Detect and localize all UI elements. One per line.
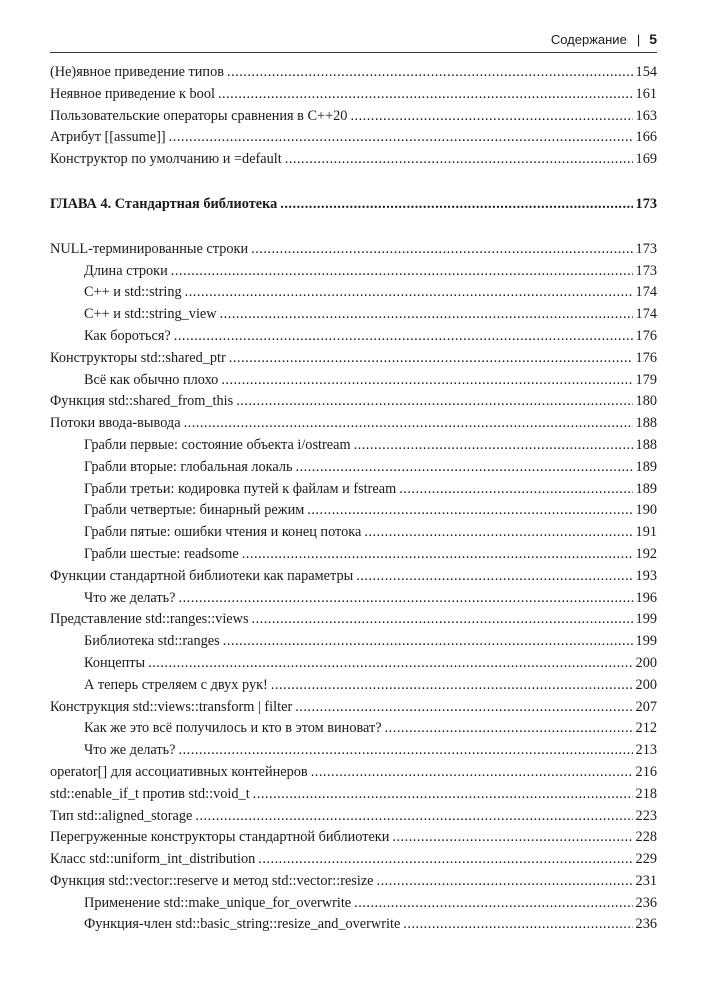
dot-leader <box>271 677 633 694</box>
toc-subentry <box>50 459 657 481</box>
dot-leader <box>296 459 633 476</box>
toc-entry-page-number: 188 <box>635 415 657 432</box>
toc-entry <box>50 851 657 873</box>
dot-leader <box>218 86 633 103</box>
toc-entry-page-number: 213 <box>635 742 657 759</box>
toc-entry-title: Представление std::ranges::views <box>50 611 249 628</box>
toc-entry <box>50 393 657 415</box>
toc-subentry <box>50 720 657 742</box>
toc-subentry <box>50 633 657 655</box>
toc-entry <box>50 86 657 108</box>
toc-entry-page-number: 188 <box>635 436 657 453</box>
dot-leader <box>392 829 632 846</box>
dot-leader <box>354 895 632 912</box>
toc-entry <box>50 786 657 808</box>
toc-entry-title: C++ и std::string <box>84 284 182 301</box>
toc-entry-page-number: 236 <box>635 894 657 911</box>
toc-entry-title: Перегруженные конструкторы стандартной библиотеки <box>50 829 390 846</box>
toc-subentry <box>50 590 657 612</box>
toc-subentry <box>50 655 657 677</box>
dot-leader <box>251 241 632 258</box>
chapter-heading <box>50 196 657 218</box>
toc-entry-title: А теперь стреляем с двух рук! <box>84 676 268 693</box>
toc-entry-title: C++ и std::string_view <box>84 306 217 323</box>
toc-entry <box>50 129 657 151</box>
toc-entry-page-number: 166 <box>635 129 657 146</box>
toc-entry-page-number: 176 <box>635 327 657 344</box>
dot-leader <box>385 720 633 737</box>
dot-leader <box>221 372 632 389</box>
dot-leader <box>179 742 633 759</box>
dot-leader <box>364 524 632 541</box>
toc-subentry <box>50 481 657 503</box>
toc-entry-page-number: 192 <box>635 545 657 562</box>
dot-leader <box>252 611 633 628</box>
header-separator: | <box>636 32 641 47</box>
toc-entry-title: Концепты <box>84 654 146 671</box>
toc-entry <box>50 808 657 830</box>
dot-leader <box>179 590 633 607</box>
toc-entry-title: Функции стандартной библиотеки как параметры <box>50 567 354 584</box>
dot-leader <box>295 699 632 716</box>
toc-entry-title: Грабли третьи: кодировка путей к файлам и fstream <box>84 480 397 497</box>
toc-entry <box>50 64 657 86</box>
toc-entry-page-number: 180 <box>635 393 657 410</box>
toc-entry-page-number: 189 <box>635 480 657 497</box>
toc-subentry <box>50 546 657 568</box>
toc-entry <box>50 764 657 786</box>
toc-entry-page-number: 228 <box>635 829 657 846</box>
dot-leader <box>185 284 633 301</box>
dot-leader <box>220 306 633 323</box>
toc-entry-page-number: 218 <box>635 785 657 802</box>
toc-entry-title: Библиотека std::ranges <box>84 633 220 650</box>
dot-leader <box>195 808 632 825</box>
toc-entry <box>50 151 657 173</box>
toc-entry-title: Как бороться? <box>84 327 171 344</box>
toc-entry-title: Грабли пятые: ошибки чтения и конец потока <box>84 524 362 541</box>
chapter-page-number: 173 <box>635 195 657 212</box>
toc-entry-page-number: 191 <box>635 524 657 541</box>
dot-leader <box>171 263 633 280</box>
toc-entry <box>50 350 657 372</box>
toc-entry-title: Класс std::uniform_int_distribution <box>50 851 256 868</box>
dot-leader <box>350 108 632 125</box>
toc-gap <box>50 218 657 241</box>
toc-entry-title: Грабли шестые: readsome <box>84 545 239 562</box>
dot-leader <box>280 196 632 213</box>
toc-gap <box>50 173 657 196</box>
dot-leader <box>174 328 633 345</box>
toc-entry-page-number: 163 <box>635 107 657 124</box>
toc-entry-page-number: 169 <box>635 151 657 168</box>
dot-leader <box>242 546 633 563</box>
toc-entry-page-number: 229 <box>635 851 657 868</box>
toc-entry <box>50 873 657 895</box>
toc-subentry <box>50 502 657 524</box>
toc-entry-title: Всё как обычно плохо <box>84 371 219 388</box>
toc-entry-title: std::enable_if_t против std::void_t <box>50 785 250 802</box>
toc-entry-page-number: 216 <box>635 763 657 780</box>
toc-entry-page-number: 200 <box>635 654 657 671</box>
toc-entry-title: Применение std::make_unique_for_overwrite <box>84 894 352 911</box>
dot-leader <box>229 350 633 367</box>
toc-entry-page-number: 174 <box>635 284 657 301</box>
dot-leader <box>377 873 633 890</box>
toc-entry-page-number: 189 <box>635 458 657 475</box>
toc-subentry <box>50 677 657 699</box>
toc-entry-page-number: 200 <box>635 676 657 693</box>
toc-entry-title: Пользовательские операторы сравнения в C++20 <box>50 107 348 124</box>
toc-entry-title: operator[] для ассоциативных контейнеров <box>50 763 308 780</box>
toc-entry-page-number: 154 <box>635 64 657 80</box>
chapter-title: ГЛАВА 4. Стандартная библиотека <box>50 195 278 212</box>
toc-entry-page-number: 174 <box>635 306 657 323</box>
toc-subentry <box>50 263 657 285</box>
toc-subentry <box>50 284 657 306</box>
dot-leader <box>223 633 633 650</box>
toc-entry-page-number: 199 <box>635 633 657 650</box>
toc-entry-page-number: 161 <box>635 85 657 102</box>
toc-entry <box>50 568 657 590</box>
toc-subentry <box>50 916 657 938</box>
toc-subentry <box>50 524 657 546</box>
toc-entry <box>50 699 657 721</box>
toc-entry <box>50 241 657 263</box>
header-page-number: 5 <box>649 31 657 47</box>
toc-entry-title: (Не)явное приведение типов <box>50 64 224 80</box>
toc-subentry <box>50 742 657 764</box>
toc-subentry <box>50 306 657 328</box>
toc-entry-title: Что же делать? <box>84 742 176 759</box>
toc-entry-page-number: 173 <box>635 240 657 257</box>
toc-entry-title: Грабли четвертые: бинарный режим <box>84 502 305 519</box>
toc-entry-title: Неявное приведение к bool <box>50 85 215 102</box>
toc-entry-page-number: 212 <box>635 720 657 737</box>
dot-leader <box>311 764 633 781</box>
dot-leader <box>148 655 632 672</box>
toc-entry-page-number: 223 <box>635 807 657 824</box>
toc-subentry <box>50 895 657 917</box>
toc-section-b <box>50 241 657 939</box>
dot-leader <box>354 437 633 454</box>
header-section-title: Содержание <box>550 32 627 47</box>
toc-entry-page-number: 236 <box>635 916 657 933</box>
dot-leader <box>184 415 633 432</box>
toc-entry-page-number: 173 <box>635 262 657 279</box>
toc-entry-title: Длина строки <box>84 262 168 279</box>
dot-leader <box>169 129 633 146</box>
dot-leader <box>307 502 632 519</box>
toc-entry-title: Тип std::aligned_storage <box>50 807 193 824</box>
toc-entry <box>50 108 657 130</box>
dot-leader <box>356 568 632 585</box>
toc-entry-title: NULL-терминированные строки <box>50 240 249 257</box>
dot-leader <box>285 151 633 168</box>
toc-entry-title: Функция std::shared_from_this <box>50 393 234 410</box>
toc-entry <box>50 611 657 633</box>
toc-entry <box>50 415 657 437</box>
running-header <box>50 30 657 53</box>
toc-entry-title: Что же делать? <box>84 589 176 606</box>
header-group <box>551 31 657 47</box>
toc-entry-page-number: 196 <box>635 589 657 606</box>
toc-entry-title: Атрибут [[assume]] <box>50 129 166 146</box>
toc-entry-page-number: 176 <box>635 349 657 366</box>
toc-entry-page-number: 207 <box>635 698 657 715</box>
table-of-contents <box>50 64 657 938</box>
toc-entry-page-number: 193 <box>635 567 657 584</box>
toc-entry-title: Функция std::vector::reserve и метод std::vector::resize <box>50 872 374 889</box>
toc-entry <box>50 829 657 851</box>
toc-subentry <box>50 437 657 459</box>
toc-entry-title: Конструкция std::views::transform | filter <box>50 698 293 715</box>
dot-leader <box>236 393 632 410</box>
toc-entry-title: Как же это всё получилось и кто в этом виноват? <box>84 720 382 737</box>
toc-subentry <box>50 328 657 350</box>
dot-leader <box>258 851 632 868</box>
dot-leader <box>227 64 633 81</box>
toc-section-a <box>50 64 657 173</box>
dot-leader <box>403 916 632 933</box>
toc-entry-title: Конструкторы std::shared_ptr <box>50 349 226 366</box>
dot-leader <box>253 786 633 803</box>
toc-entry-page-number: 179 <box>635 371 657 388</box>
toc-entry-page-number: 231 <box>635 872 657 889</box>
toc-entry-title: Потоки ввода-вывода <box>50 415 181 432</box>
dot-leader <box>399 481 632 498</box>
toc-entry-page-number: 190 <box>635 502 657 519</box>
toc-entry-title: Функция-член std::basic_string::resize_and_overwrite <box>84 916 401 933</box>
toc-entry-title: Грабли вторые: глобальная локаль <box>84 458 293 475</box>
toc-subentry <box>50 372 657 394</box>
toc-entry-title: Конструктор по умолчанию и =default <box>50 151 282 168</box>
toc-entry-page-number: 199 <box>635 611 657 628</box>
toc-entry-title: Грабли первые: состояние объекта i/ostream <box>84 436 351 453</box>
